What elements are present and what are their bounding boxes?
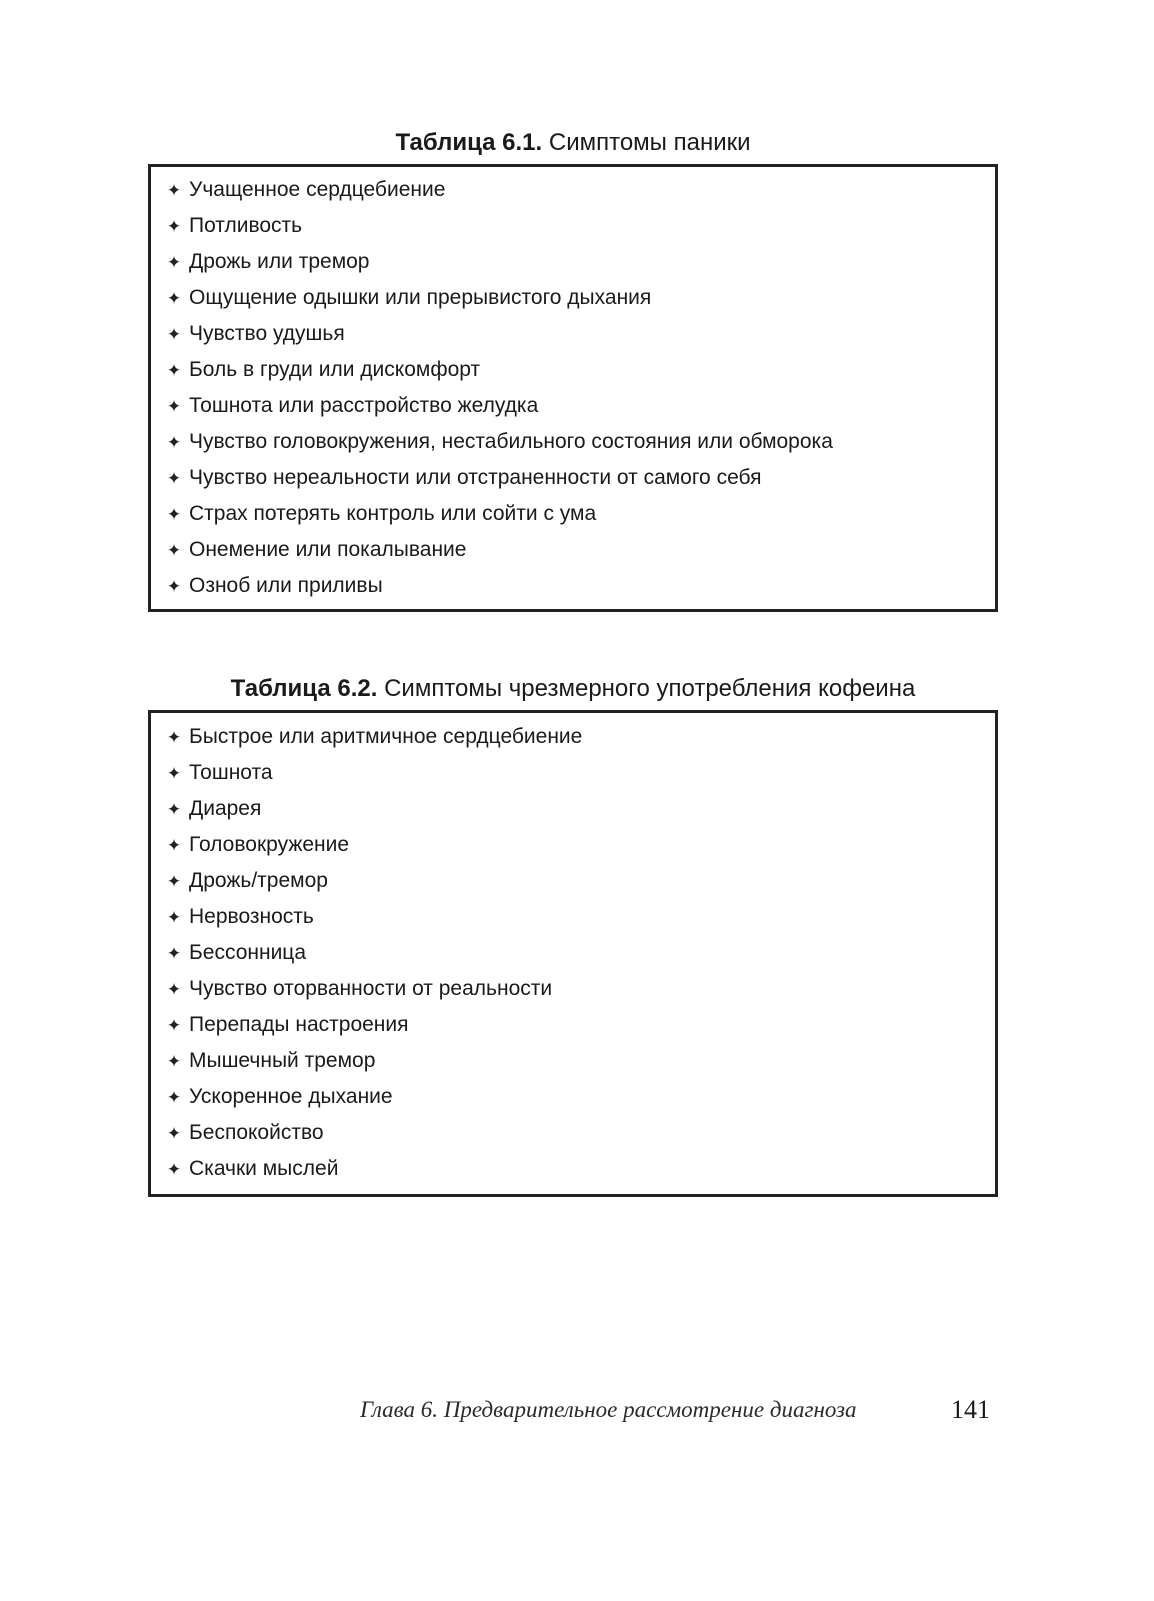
list-item: [151, 755, 995, 791]
list-item-text: Страх потерять контроль или сойти с ума: [189, 502, 597, 525]
four-pointed-star-icon: ✦: [166, 180, 182, 200]
list-item: [151, 460, 995, 496]
table-panic-symptoms: [148, 128, 998, 597]
four-pointed-star-icon: ✦: [166, 835, 182, 855]
list-item-text: Учащенное сердцебиение: [189, 178, 446, 201]
list-item-text: Чувство удушья: [189, 322, 345, 345]
table-caption-title: Симптомы чрезмерного употребления кофеина: [384, 675, 916, 702]
running-head: Глава 6. Предварительное рассмотрение диагноза: [360, 1397, 857, 1422]
table-caption: [148, 674, 998, 704]
page-footer: [360, 1393, 1000, 1433]
list-item-text: Чувство нереальности или отстраненности от самого себя: [189, 466, 762, 489]
list-item-text: Мышечный тремор: [189, 1049, 376, 1072]
four-pointed-star-icon: ✦: [166, 576, 182, 596]
list-item-text: Чувство головокружения, нестабильного состояния или обморока: [189, 430, 833, 453]
symptom-list: [151, 167, 995, 609]
list-item-text: Скачки мыслей: [189, 1157, 339, 1180]
list-item-text: Быстрое или аритмичное сердцебиение: [189, 725, 583, 748]
list-item: [151, 827, 995, 863]
four-pointed-star-icon: ✦: [166, 540, 182, 560]
list-item: [151, 1115, 995, 1151]
list-item-text: Дрожь или тремор: [189, 250, 370, 273]
list-item-text: Тошнота или расстройство желудка: [189, 394, 539, 417]
list-item-text: Озноб или приливы: [189, 574, 383, 597]
list-item: [151, 532, 995, 568]
four-pointed-star-icon: ✦: [166, 763, 182, 783]
list-item-text: Головокружение: [189, 833, 350, 856]
table-caption: [148, 128, 998, 158]
table-caption-label: Таблица 6.1.: [395, 129, 543, 156]
list-item-text: Тошнота: [189, 761, 273, 784]
four-pointed-star-icon: ✦: [166, 907, 182, 927]
four-pointed-star-icon: ✦: [166, 504, 182, 524]
four-pointed-star-icon: ✦: [166, 799, 182, 819]
four-pointed-star-icon: ✦: [166, 468, 182, 488]
four-pointed-star-icon: ✦: [166, 943, 182, 963]
page-number: 141: [951, 1395, 990, 1424]
list-item: [151, 971, 995, 1007]
list-item-text: Потливость: [189, 214, 303, 237]
four-pointed-star-icon: ✦: [166, 216, 182, 236]
list-item: [151, 280, 995, 316]
list-item: [151, 388, 995, 424]
four-pointed-star-icon: ✦: [166, 871, 182, 891]
list-item: [151, 899, 995, 935]
four-pointed-star-icon: ✦: [166, 324, 182, 344]
list-item-text: Диарея: [189, 797, 262, 820]
list-item: [151, 935, 995, 971]
list-item: [151, 244, 995, 280]
list-item: [151, 316, 995, 352]
list-item: [151, 172, 995, 208]
list-item: [151, 1079, 995, 1115]
table-frame: [148, 710, 998, 1197]
four-pointed-star-icon: ✦: [166, 1159, 182, 1179]
list-item: [151, 1151, 995, 1187]
list-item: [151, 719, 995, 755]
four-pointed-star-icon: ✦: [166, 252, 182, 272]
table-caption-title: Симптомы паники: [548, 129, 751, 156]
four-pointed-star-icon: ✦: [166, 432, 182, 452]
four-pointed-star-icon: ✦: [166, 360, 182, 380]
list-item: [151, 568, 995, 604]
list-item-text: Бессонница: [189, 941, 307, 964]
table-caffeine-symptoms: [148, 674, 998, 1180]
table-frame: [148, 164, 998, 612]
list-item: [151, 496, 995, 532]
list-item-text: Боль в груди или дискомфорт: [189, 358, 481, 381]
list-item-text: Чувство оторванности от реальности: [189, 977, 553, 1000]
four-pointed-star-icon: ✦: [166, 1087, 182, 1107]
list-item-text: Перепады настроения: [189, 1013, 409, 1036]
list-item: [151, 863, 995, 899]
list-item: [151, 208, 995, 244]
four-pointed-star-icon: ✦: [166, 727, 182, 747]
list-item: [151, 791, 995, 827]
four-pointed-star-icon: ✦: [166, 979, 182, 999]
list-item-text: Дрожь/тремор: [189, 869, 328, 892]
list-item: [151, 352, 995, 388]
list-item-text: Нервозность: [189, 905, 314, 928]
four-pointed-star-icon: ✦: [166, 1123, 182, 1143]
symptom-list: [151, 713, 995, 1194]
list-item-text: Ускоренное дыхание: [189, 1085, 393, 1108]
four-pointed-star-icon: ✦: [166, 1051, 182, 1071]
list-item: [151, 1043, 995, 1079]
list-item-text: Онемение или покалывание: [189, 538, 467, 561]
four-pointed-star-icon: ✦: [166, 288, 182, 308]
four-pointed-star-icon: ✦: [166, 1015, 182, 1035]
list-item-text: Беспокойство: [189, 1121, 324, 1144]
list-item-text: Ощущение одышки или прерывистого дыхания: [189, 286, 652, 309]
table-caption-label: Таблица 6.2.: [230, 675, 378, 702]
list-item: [151, 1007, 995, 1043]
four-pointed-star-icon: ✦: [166, 396, 182, 416]
list-item: [151, 424, 995, 460]
